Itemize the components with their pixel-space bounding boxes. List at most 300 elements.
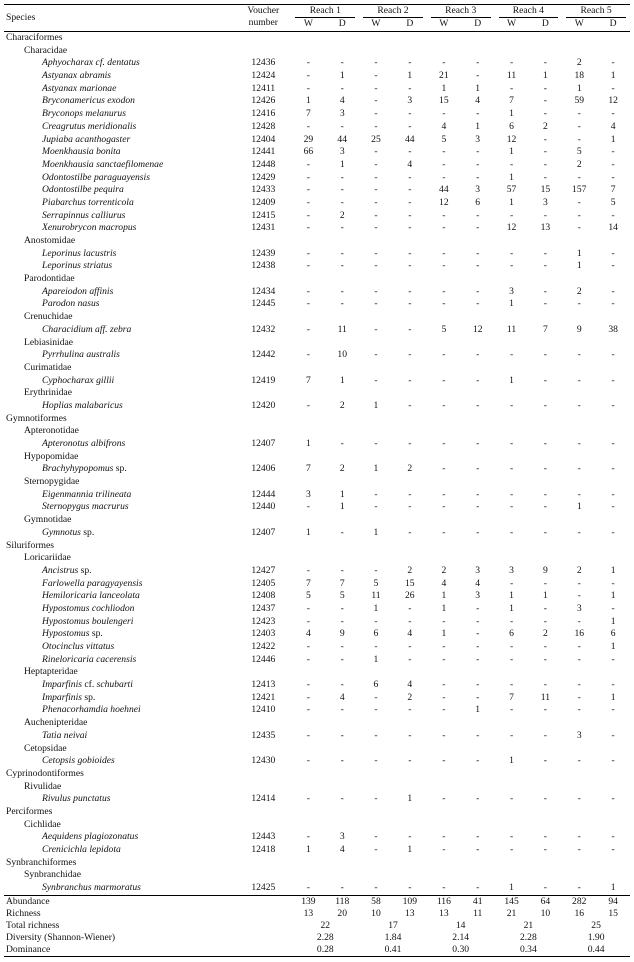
dry-count: - xyxy=(408,196,412,208)
family-row xyxy=(4,552,630,565)
wet-count: - xyxy=(306,691,310,703)
dry-count: - xyxy=(543,57,547,69)
species-name-cell xyxy=(4,375,235,388)
dry-count: 1 xyxy=(339,488,345,500)
wet-count: 1 xyxy=(509,298,514,310)
dry-count: 4 xyxy=(339,691,345,703)
wet-count: - xyxy=(306,641,310,652)
wet-count: - xyxy=(577,615,581,627)
dry-count: - xyxy=(476,602,480,614)
voucher-number: 12445 xyxy=(251,298,276,310)
abundance-value: 118 xyxy=(325,895,359,908)
dry-count: 12 xyxy=(472,323,483,335)
species-name-cell xyxy=(4,704,235,717)
wet-count: 21 xyxy=(439,70,449,82)
wet-count: - xyxy=(509,260,514,272)
dry-count: - xyxy=(543,146,547,158)
wet-count: 12 xyxy=(439,196,449,208)
family-name: Hypopomidae xyxy=(24,450,79,462)
order-name: Synbranchiformes xyxy=(6,856,77,868)
species-name: Serrapinnus calliurus xyxy=(42,209,126,221)
wet-count: 2 xyxy=(441,564,447,576)
wet-count: 2 xyxy=(576,285,582,297)
dry-count: - xyxy=(476,399,480,411)
dry-count: - xyxy=(476,729,480,741)
dry-count: - xyxy=(611,349,615,361)
species-name-cell xyxy=(4,641,235,654)
dry-count: 1 xyxy=(475,120,481,132)
dry-count: - xyxy=(340,196,344,208)
wet-count: - xyxy=(577,691,581,703)
dry-count: - xyxy=(476,628,480,640)
dry-count: 2 xyxy=(407,564,413,576)
wet-count: - xyxy=(306,653,310,665)
dry-count: - xyxy=(543,171,547,183)
dry-count: 2 xyxy=(339,209,345,221)
header-row-1 xyxy=(4,5,630,19)
voucher-number: 12418 xyxy=(251,844,276,855)
wet-count: - xyxy=(306,222,310,234)
dry-count: 5 xyxy=(339,590,345,602)
species-name-cell xyxy=(4,95,235,108)
dry-count: - xyxy=(340,755,344,767)
species-row xyxy=(4,692,630,705)
wet-count: 2 xyxy=(576,564,582,576)
wet-count: 1 xyxy=(305,438,311,449)
abundance-value: 94 xyxy=(596,895,630,908)
dry-count: - xyxy=(543,755,547,767)
wet-count: - xyxy=(577,108,581,120)
wet-count: - xyxy=(577,488,581,500)
voucher-number: 12421 xyxy=(251,691,276,703)
wet-count: 1 xyxy=(373,526,379,538)
dry-count: - xyxy=(408,755,412,767)
species-name: Astyanax marionae xyxy=(42,82,117,94)
species-name-cell xyxy=(4,489,235,502)
species-name: Astyanax abramis xyxy=(42,70,112,82)
wet-count: - xyxy=(577,298,581,310)
dry-count: - xyxy=(611,602,615,614)
diversity-value: 2.28 xyxy=(519,931,537,943)
species-row xyxy=(4,590,630,603)
wet-count: 6 xyxy=(373,628,379,640)
wet-count: - xyxy=(374,158,378,170)
voucher-number: 12407 xyxy=(251,438,276,449)
dry-count: - xyxy=(611,844,615,855)
species-row xyxy=(4,641,630,654)
dry-count: 1 xyxy=(407,844,413,855)
species-name: Creagrutus meridionalis xyxy=(42,120,137,132)
wet-count: 3 xyxy=(509,564,514,576)
wet-count: 1 xyxy=(509,196,514,208)
dry-count: - xyxy=(408,298,412,310)
dry-count: - xyxy=(476,171,480,183)
wet-count: - xyxy=(374,196,378,208)
wet-count: - xyxy=(306,82,310,94)
species-name: Rivulus punctatus xyxy=(42,793,111,805)
wet-count: - xyxy=(577,463,581,475)
dry-count: 1 xyxy=(542,70,548,82)
dry-count: - xyxy=(340,222,344,234)
species-name-cell xyxy=(4,882,235,895)
wet-count: - xyxy=(374,298,378,310)
dry-count: - xyxy=(408,641,412,652)
species-name-cell xyxy=(4,730,235,743)
dry-count: 4 xyxy=(475,95,481,107)
wet-count: - xyxy=(306,247,310,259)
species-name: Bryconamericus exodon xyxy=(42,95,135,107)
dry-count: - xyxy=(611,438,615,449)
dry-count: - xyxy=(408,488,412,500)
dry-count: 10 xyxy=(337,349,348,361)
dry-count: - xyxy=(476,501,480,513)
wet-count: - xyxy=(509,349,514,361)
wet-count: 5 xyxy=(373,577,379,589)
dry-count: - xyxy=(408,108,412,120)
dry-count: - xyxy=(611,82,615,94)
dry-count: - xyxy=(543,831,547,843)
dry-count: - xyxy=(611,247,615,259)
diversity-row xyxy=(4,932,630,944)
species-row xyxy=(4,146,630,159)
dry-count: - xyxy=(476,260,480,272)
wet-count: 1 xyxy=(441,628,447,640)
species-name-cell xyxy=(4,501,235,514)
voucher-number: 12414 xyxy=(251,793,276,805)
dry-count: - xyxy=(611,704,615,716)
species-row xyxy=(4,70,630,83)
dry-count: - xyxy=(611,209,615,221)
species-row xyxy=(4,83,630,96)
wet-count: - xyxy=(374,349,378,361)
wet-count: - xyxy=(306,793,310,805)
wet-count: 1 xyxy=(305,844,311,855)
richness-value: 13 xyxy=(405,907,415,919)
species-row xyxy=(4,501,630,514)
wet-count: - xyxy=(306,755,310,767)
dry-count: - xyxy=(408,285,412,297)
wet-count: 1 xyxy=(373,602,379,614)
dry-count: 4 xyxy=(339,95,345,107)
wet-count: - xyxy=(577,399,581,411)
total-richness-row xyxy=(4,920,630,932)
wet-count: - xyxy=(509,844,514,855)
wet-count: - xyxy=(577,590,581,602)
wet-count: - xyxy=(374,285,378,297)
abundance-value: 64 xyxy=(529,895,563,908)
wet-count: - xyxy=(509,615,514,627)
dry-count: - xyxy=(611,653,615,665)
species-name-cell xyxy=(4,286,235,299)
species-qualifier: cf. xyxy=(81,679,97,691)
richness-value: 20 xyxy=(337,907,348,919)
dry-count: - xyxy=(340,82,344,94)
wet-count: - xyxy=(509,729,514,741)
dry-count: - xyxy=(611,298,615,310)
species-row xyxy=(4,184,630,197)
wet-count: - xyxy=(442,691,446,703)
wet-count: 157 xyxy=(572,184,587,196)
wet-count: 5 xyxy=(441,323,447,335)
dry-count: - xyxy=(611,501,615,513)
dry-count: - xyxy=(543,349,547,361)
richness-value: 11 xyxy=(473,907,483,919)
dry-count: - xyxy=(611,488,615,500)
dry-count: 1 xyxy=(610,882,616,894)
species-name-cell xyxy=(4,692,235,705)
family-row xyxy=(4,666,630,679)
species-name-cell xyxy=(4,222,235,235)
wet-count: - xyxy=(442,260,446,272)
voucher-number: 12424 xyxy=(251,70,276,82)
species-epithet: schubarti xyxy=(96,679,133,691)
wet-count: - xyxy=(442,298,446,310)
voucher-number: 12432 xyxy=(251,323,276,335)
voucher-number: 12426 xyxy=(251,95,276,107)
wet-count: - xyxy=(509,463,514,475)
dry-count: - xyxy=(611,260,615,272)
species-name: Aequidens plagiozonatus xyxy=(42,831,139,843)
family-row xyxy=(4,869,630,882)
dry-count: - xyxy=(611,577,615,589)
dry-count: 1 xyxy=(610,615,616,627)
dominance-label: Dominance xyxy=(4,944,235,957)
species-name: Characidium aff. zebra xyxy=(42,323,132,335)
species-name-cell xyxy=(4,108,235,121)
wet-count: - xyxy=(509,501,514,513)
wet-count: - xyxy=(442,729,446,741)
species-name: Moenkhausia bonita xyxy=(42,146,121,158)
dry-count: 1 xyxy=(610,590,616,602)
dry-count: - xyxy=(543,209,547,221)
dry-count: - xyxy=(476,844,480,855)
dry-count: - xyxy=(476,463,480,475)
dry-count: - xyxy=(476,285,480,297)
wet-count: 1 xyxy=(509,171,514,183)
abundance-value: 282 xyxy=(562,895,596,908)
dry-count: - xyxy=(543,463,547,475)
wet-count: - xyxy=(442,158,446,170)
dry-count: 1 xyxy=(407,70,413,82)
species-row xyxy=(4,210,630,223)
wet-count: - xyxy=(306,831,310,843)
dry-count: - xyxy=(611,831,615,843)
dry-count: 12 xyxy=(608,95,618,107)
voucher-number: 12444 xyxy=(251,488,276,500)
family-name: Sternopygidae xyxy=(24,476,80,488)
wet-count: - xyxy=(306,501,310,513)
total-richness-value: 17 xyxy=(388,919,398,931)
dry-count: 4 xyxy=(407,158,413,170)
wet-count: - xyxy=(442,108,446,120)
species-name: Synbranchus marmoratus xyxy=(42,882,141,894)
diversity-value: 1.90 xyxy=(587,931,605,943)
wet-count: 1 xyxy=(576,247,582,259)
dominance-value: 0.41 xyxy=(359,944,427,957)
wet-count: 44 xyxy=(439,184,449,196)
wet-count: - xyxy=(374,488,378,500)
wet-count: - xyxy=(374,57,378,69)
voucher-number: 12443 xyxy=(251,831,276,843)
dry-count: 11 xyxy=(337,323,347,335)
species-name-cell xyxy=(4,70,235,83)
wet-count: - xyxy=(306,57,310,69)
species-name: Apteronotus albifrons xyxy=(42,438,126,449)
dry-count: 1 xyxy=(475,82,481,94)
species-name-cell xyxy=(4,184,235,197)
d-header: D xyxy=(609,18,617,29)
dry-count: - xyxy=(408,57,412,69)
species-qualifier: cf. dentatus xyxy=(93,57,140,69)
total-richness-value: 25 xyxy=(591,919,601,931)
wet-count: - xyxy=(442,615,446,627)
dry-count: - xyxy=(543,844,547,855)
wet-count: - xyxy=(509,641,514,652)
species-row xyxy=(4,882,630,895)
wet-count: 1 xyxy=(441,602,447,614)
wet-count: 3 xyxy=(509,285,514,297)
dry-count: - xyxy=(543,653,547,665)
species-row xyxy=(4,349,630,362)
species-name: Crenicichla lepidota xyxy=(42,844,121,855)
wet-count: 4 xyxy=(441,577,447,589)
wet-count: - xyxy=(374,374,378,386)
species-row xyxy=(4,260,630,273)
dry-count: - xyxy=(611,679,615,691)
species-row xyxy=(4,654,630,667)
wet-count: 3 xyxy=(576,602,582,614)
wet-count: - xyxy=(442,882,446,894)
dry-count: - xyxy=(340,285,344,297)
species-name-cell xyxy=(4,793,235,806)
wet-count: - xyxy=(306,70,310,82)
family-name: Rivulidae xyxy=(24,780,62,792)
wet-count: - xyxy=(509,831,514,843)
dry-count: - xyxy=(476,146,480,158)
dry-count: - xyxy=(408,184,412,196)
species-row xyxy=(4,755,630,768)
dry-count: - xyxy=(543,488,547,500)
species-row xyxy=(4,134,630,147)
voucher-number: 12430 xyxy=(251,755,276,767)
species-name-cell xyxy=(4,844,235,857)
dry-count: - xyxy=(408,349,412,361)
species-name: Hypostomus boulengeri xyxy=(42,615,134,627)
voucher-number: 12422 xyxy=(251,641,276,652)
voucher-number: 12448 xyxy=(251,158,276,170)
wet-count: - xyxy=(577,793,581,805)
wet-count: 7 xyxy=(305,108,311,120)
wet-count: - xyxy=(374,729,378,741)
wet-count: - xyxy=(374,82,378,94)
species-name-cell xyxy=(4,83,235,96)
family-name: Cichlidae xyxy=(24,818,61,830)
dry-count: - xyxy=(611,158,615,170)
species-name: Eigenmannia trilineata xyxy=(42,488,132,500)
dry-count: - xyxy=(476,209,480,221)
abundance-row xyxy=(4,895,630,908)
wet-count: - xyxy=(509,488,514,500)
family-row xyxy=(4,273,630,286)
wet-count: - xyxy=(442,704,446,716)
wet-count: - xyxy=(306,158,310,170)
species-name-cell xyxy=(4,324,235,337)
wet-count: - xyxy=(577,679,581,691)
dry-count: 2 xyxy=(407,691,413,703)
voucher-number: 12413 xyxy=(251,679,276,691)
dry-count: 14 xyxy=(608,222,618,234)
dry-count: - xyxy=(408,831,412,843)
species-name-cell xyxy=(4,679,235,692)
dry-count: - xyxy=(340,526,344,538)
dry-count: - xyxy=(543,615,547,627)
dry-count: - xyxy=(543,374,547,386)
wet-count: - xyxy=(509,438,514,449)
abundance-value: 58 xyxy=(359,895,393,908)
family-name: Curimatidae xyxy=(24,361,72,373)
voucher-number: 12438 xyxy=(251,260,276,272)
dry-count: - xyxy=(476,108,480,120)
dry-count: - xyxy=(340,704,344,716)
dry-count: 38 xyxy=(608,323,618,335)
dry-count: 4 xyxy=(407,628,413,640)
voucher-number: 12410 xyxy=(251,704,276,716)
voucher-number: 12446 xyxy=(251,653,276,665)
wet-count: - xyxy=(509,704,514,716)
wet-count: 5 xyxy=(441,133,447,145)
dry-count: 1 xyxy=(610,133,616,145)
wet-count: 5 xyxy=(305,590,311,602)
voucher-number: 12411 xyxy=(251,82,276,94)
species-name-cell xyxy=(4,121,235,134)
voucher-number: 12420 xyxy=(251,399,276,411)
species-name: Hemiloricaria lanceolata xyxy=(42,590,140,602)
wet-count: 7 xyxy=(305,463,311,475)
family-row xyxy=(4,387,630,400)
wet-count: 1 xyxy=(509,146,514,158)
dry-count: 11 xyxy=(540,691,551,703)
dry-count: 6 xyxy=(475,196,481,208)
dry-count: - xyxy=(476,691,480,703)
wet-count: - xyxy=(442,463,446,475)
dry-count: - xyxy=(543,82,547,94)
voucher-number: 12405 xyxy=(251,577,276,589)
dry-count: - xyxy=(408,260,412,272)
wet-count: - xyxy=(442,247,446,259)
richness-value: 21 xyxy=(506,907,517,919)
richness-value: 10 xyxy=(540,907,551,919)
wet-count: - xyxy=(306,285,310,297)
wet-count: - xyxy=(306,704,310,716)
wet-count: - xyxy=(577,374,581,386)
dry-count: 7 xyxy=(542,323,548,335)
voucher-number: 12436 xyxy=(251,57,276,69)
wet-count: 2 xyxy=(576,57,582,69)
dry-count: 26 xyxy=(405,590,415,602)
species-row xyxy=(4,578,630,591)
dry-count: - xyxy=(543,260,547,272)
species-row xyxy=(4,108,630,121)
wet-count: - xyxy=(577,438,581,449)
diversity-value: 1.84 xyxy=(384,931,402,943)
wet-count: - xyxy=(509,577,514,589)
species-name: Apareiodon affinis xyxy=(42,285,114,297)
voucher-header-line1: Voucher xyxy=(247,5,280,16)
species-name-cell xyxy=(4,298,235,311)
order-name: Cyprinodontiformes xyxy=(6,767,84,779)
richness-value: 13 xyxy=(439,907,449,919)
wet-count: 66 xyxy=(303,146,314,158)
